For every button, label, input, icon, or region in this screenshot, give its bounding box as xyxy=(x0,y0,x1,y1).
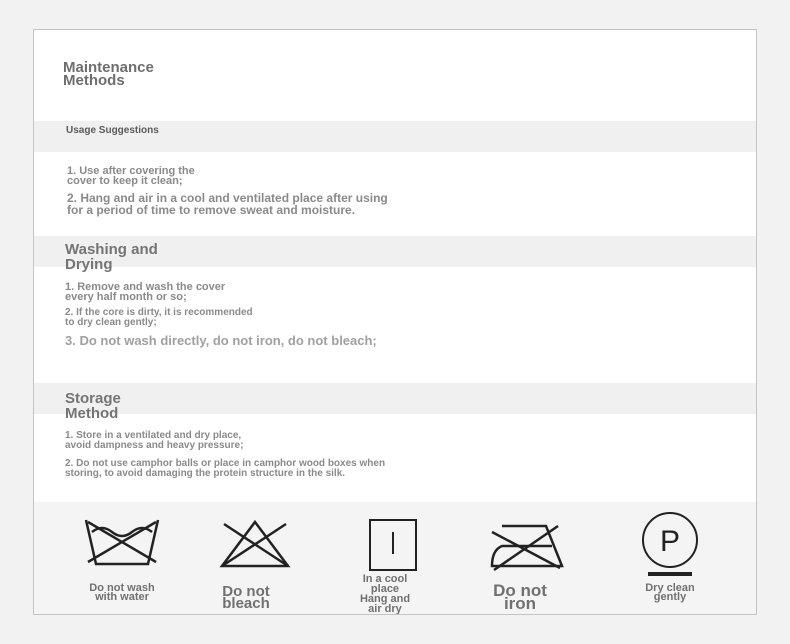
no-wash-icon xyxy=(82,514,162,570)
hang-dry-label: In a cool place Hang and air dry xyxy=(359,573,411,615)
care-icons-row xyxy=(34,502,756,614)
svg-text:P: P xyxy=(659,525,681,558)
storage-heading: Storage Method xyxy=(65,390,121,422)
dry-clean-icon xyxy=(640,510,700,580)
no-wash-label: Do not wash with water xyxy=(89,582,155,603)
maintenance-card xyxy=(33,29,757,615)
storage-item-2: 2. Do not use camphor balls or place in camphor wood boxes when storing, to avoid damaging the protein structure in the silk. xyxy=(65,458,386,479)
page-title: Maintenance Methods xyxy=(63,59,154,89)
no-bleach-icon xyxy=(218,518,292,570)
storage-item-1: 1. Store in a ventilated and dry place, avoid dampness and heavy pressure; xyxy=(65,430,244,451)
usage-item-2: 2. Hang and air in a cool and ventilated place after using for a period of time to remove sweat and moisture. xyxy=(67,191,388,217)
no-iron-label: Do not iron xyxy=(493,581,547,613)
no-bleach-label: Do not bleach xyxy=(222,583,270,612)
washing-item-2: 2. If the core is dirty, it is recommended to dry clean gently; xyxy=(65,307,253,328)
washing-item-3: 3. Do not wash directly, do not iron, do not bleach; xyxy=(65,333,377,348)
usage-heading: Usage Suggestions xyxy=(66,125,159,136)
washing-heading: Washing and Drying xyxy=(65,241,158,273)
washing-item-1: 1. Remove and wash the cover every half month or so; xyxy=(65,281,226,303)
storage-band xyxy=(34,383,756,414)
no-iron-icon xyxy=(488,518,566,572)
dry-clean-label: Dry clean gently xyxy=(645,582,695,603)
hang-dry-icon xyxy=(368,518,418,572)
usage-item-1: 1. Use after covering the cover to keep it clean; xyxy=(67,165,195,187)
